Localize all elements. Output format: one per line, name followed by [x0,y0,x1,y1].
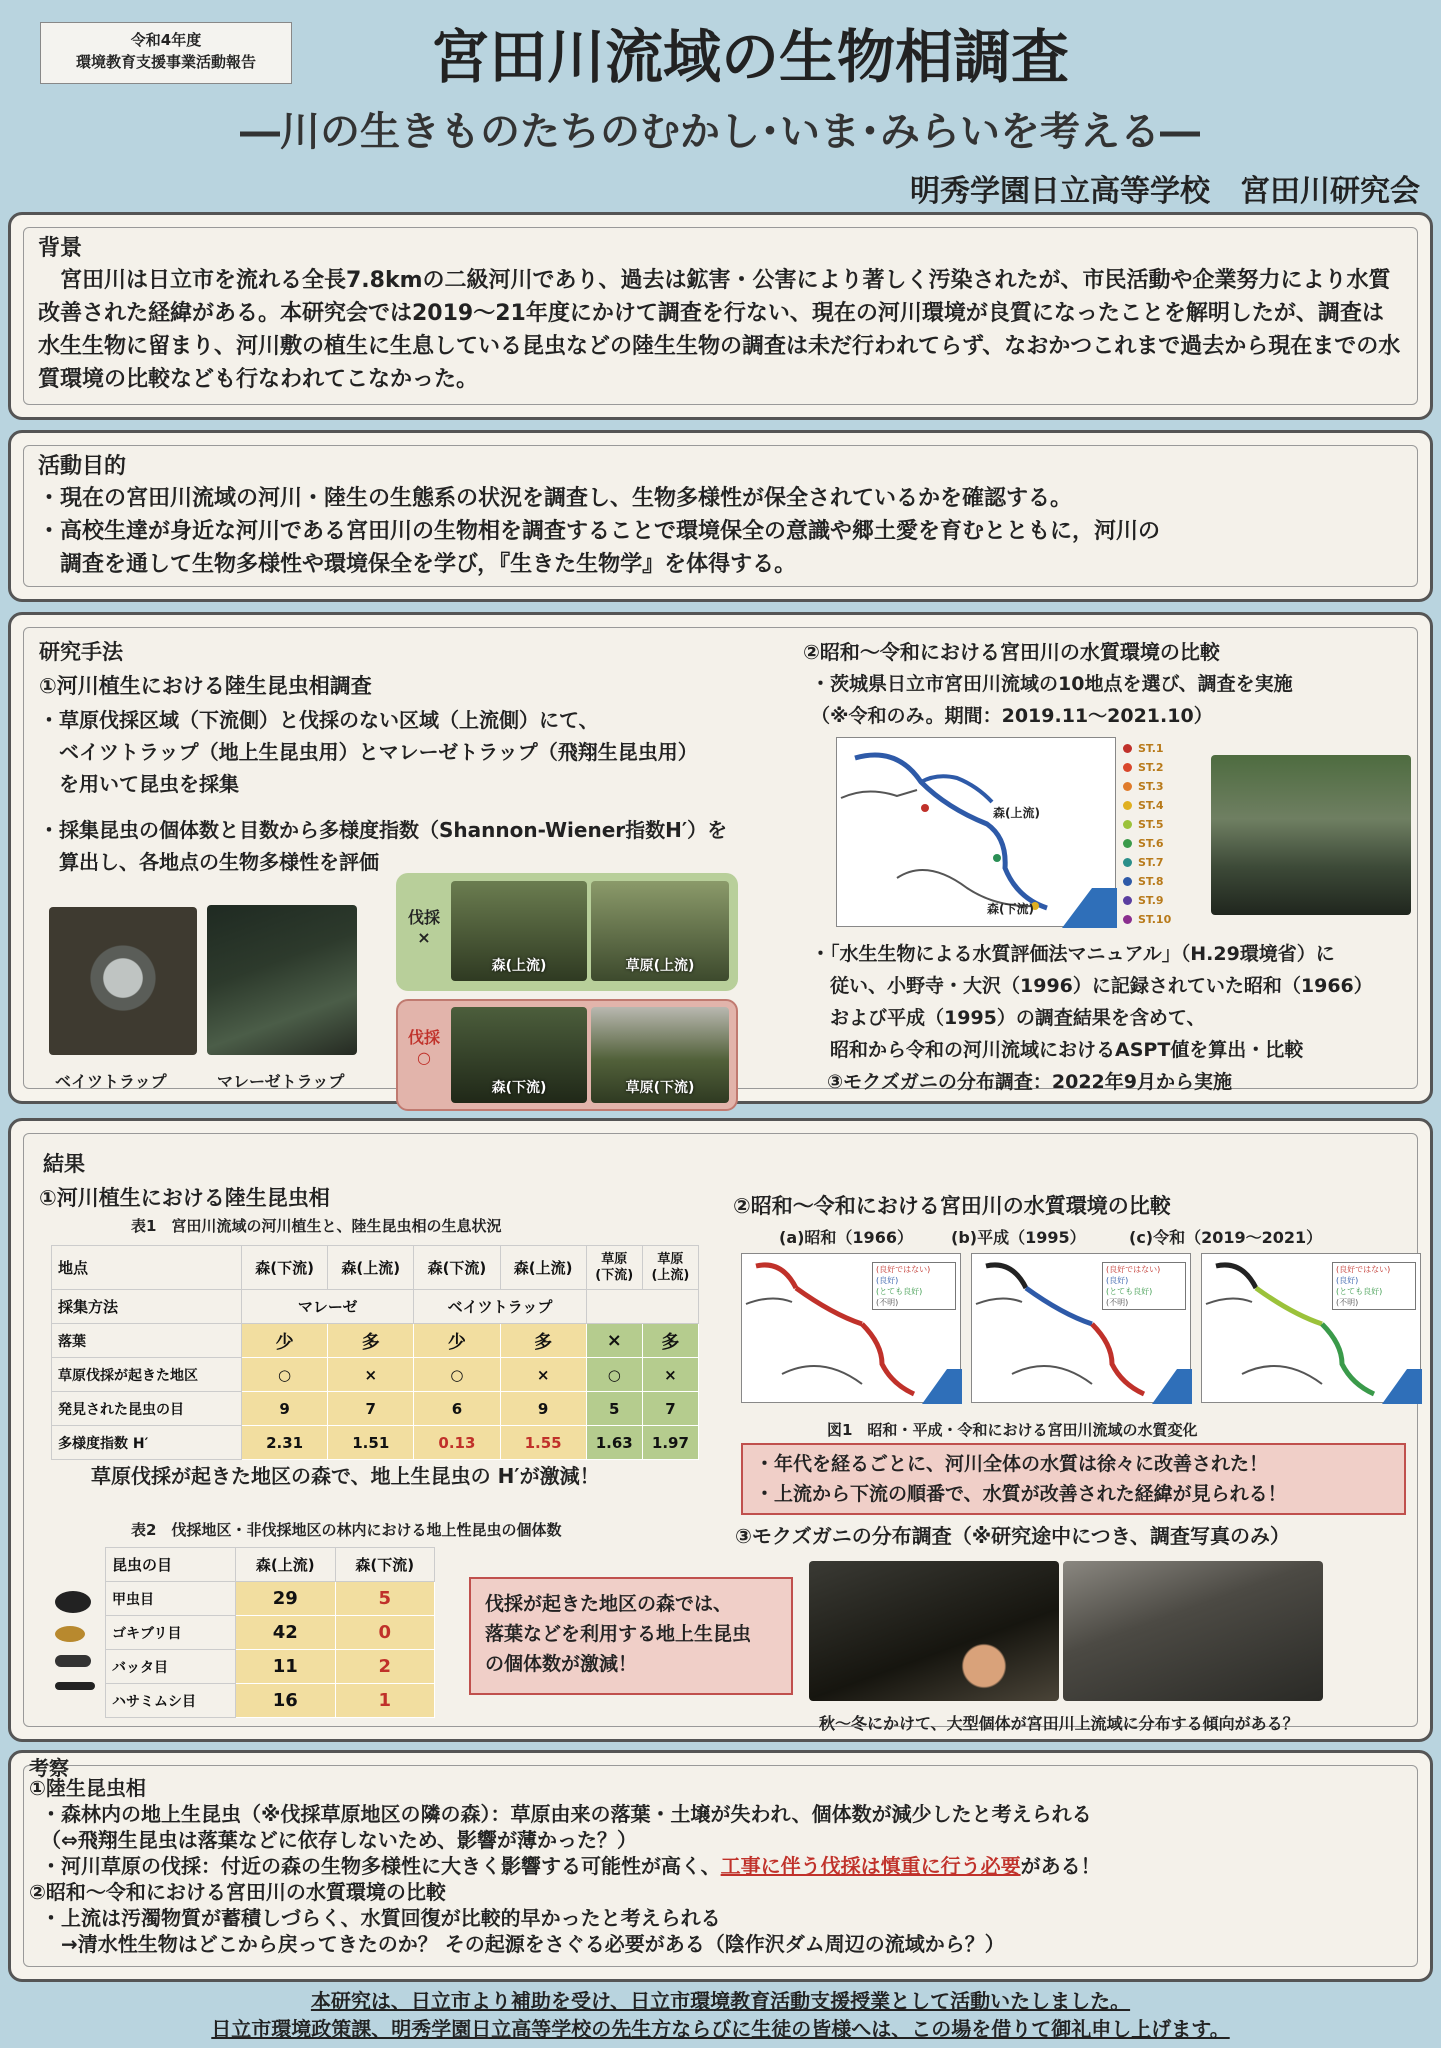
table-cell: 落葉 [52,1324,242,1358]
station-dot [1123,915,1132,924]
table-cell: × [500,1358,586,1392]
table-cell: 29 [236,1582,336,1616]
station-map [836,737,1116,927]
school-name: 明秀学園日立高等学校 宮田川研究会 [910,174,1420,209]
purpose-heading: 活動目的 [38,454,127,479]
table-cell: 森(下流) [335,1548,435,1582]
cockroach-icon [55,1626,85,1642]
earwig-icon [55,1682,95,1690]
station-dot [1123,782,1132,791]
station-legend-item [1123,872,1203,891]
crab-photo-2 [1063,1561,1323,1701]
table-cell: 7 [642,1392,698,1426]
forest-down-photo [451,1007,587,1103]
results-panel [8,1118,1433,1742]
station-legend-item [1123,796,1203,815]
table1-title: 表1 宮田川流域の河川植生と、陸生昆虫相の生息状況 [131,1217,502,1235]
table-cell: 少 [414,1324,500,1358]
table-cell: 1.55 [500,1426,586,1460]
quality-legend-item: (とても良好) [1106,1287,1153,1296]
table-cell: バッタ目 [106,1650,236,1684]
t2-note-box [469,1577,793,1695]
table-cell: 1.97 [642,1426,698,1460]
station-label: ST.9 [1138,894,1164,907]
station-legend-item [1123,777,1203,796]
table-cell: 草原伐採が起きた地区 [52,1358,242,1392]
table-cell: 森(下流) [414,1246,500,1290]
table-row [52,1290,699,1324]
table-cell: 9 [242,1392,328,1426]
station-label: ST.1 [1138,742,1164,755]
table-row [52,1392,699,1426]
methods-line3: 従い、小野寺・大沢（1996）に記録されていた昭和（1966） [811,975,1373,997]
fig-note: ・上流から下流の順番で、水質が改善された経緯が見られる！ [755,1483,1287,1505]
table-row [106,1582,435,1616]
map-label-down: 森(下流) [987,902,1034,916]
quality-map-legend [872,1262,956,1310]
t2-note: の個体数が激減！ [485,1653,638,1675]
table-row [52,1246,699,1290]
pitfall-trap-label: ベイツトラップ [55,1072,167,1091]
station-label: ST.5 [1138,818,1164,831]
table-row [52,1358,699,1392]
malaise-trap-photo [207,905,357,1055]
methods-line: 算出し、各地点の生物多様性を評価 [39,850,379,874]
insect-table [51,1245,699,1460]
table-cell: 1.63 [586,1426,642,1460]
table-cell: ハサミムシ目 [106,1684,236,1718]
table-cell: 昆虫の目 [106,1548,236,1582]
quality-map [741,1253,961,1403]
station-dot [1123,744,1132,753]
methods-line3: ・「水生生物による水質評価法マニュアル」（H.29環境省）に [811,943,1335,965]
table-row [52,1324,699,1358]
table-cell: × [586,1324,642,1358]
methods-panel [8,612,1433,1104]
table1-note: 草原伐採が起きた地区の森で、地上生昆虫の H′が激減！ [91,1464,600,1488]
crab-photo-1 [809,1561,1059,1701]
station-dot [1123,820,1132,829]
table-row [106,1650,435,1684]
emphasis-text: 工事に伴う伐採は慎重に行う必要 [720,1854,1021,1878]
results-sub3: ③モクズガニの分布調査（※研究途中につき、調査写真のみ） [735,1524,1290,1548]
cut-label: 伐採 ○ [407,1028,440,1067]
discussion-line2: →清水性生物はどこから戻ってきたのか？ その起源をさぐる必要がある（陰作沢ダム周辺の流域から？） [41,1932,1005,1956]
table-cell: 多 [642,1324,698,1358]
methods-line2: ・茨城県日立市宮田川流域の10地点を選び、調査を実施 [811,673,1293,695]
station-dot [1123,801,1132,810]
discussion-line: ・森林内の地上生昆虫（※伐採草原地区の隣の森）：草原由来の落葉・土壌が失われ、個体数が減少したと考えられる [41,1802,1092,1826]
discussion-line: ・河川草原の伐採：付近の森の生物多様性に大きく影響する可能性が高く、 [41,1854,721,1878]
quality-legend-item: (とても良好) [876,1287,923,1296]
header-tag-line2: 環境教育支援事業活動報告 [75,53,256,71]
station-dot [1123,763,1132,772]
map-title-b: (b)平成（1995） [951,1228,1086,1247]
table-cell: 11 [236,1650,336,1684]
quality-legend-item: (良好ではない) [1106,1265,1161,1274]
discussion-sub1: ①陸生昆虫相 [29,1776,146,1800]
station-legend-item [1123,891,1203,910]
table-cell: 1.51 [328,1426,414,1460]
table-cell: 多様度指数 H′ [52,1426,242,1460]
survey-photo [1211,755,1411,915]
station-label: ST.4 [1138,799,1164,812]
no-cut-label: 伐採 × [407,908,440,947]
forest-down-caption: 森(下流) [491,1080,547,1096]
quality-legend-item: (とても良好) [1336,1287,1383,1296]
station-legend-item [1123,815,1203,834]
table-cell: ○ [242,1358,328,1392]
quality-map [1201,1253,1421,1403]
station-dot [1123,877,1132,886]
quality-legend-item: (良好) [1336,1276,1359,1285]
results-heading: 結果 [43,1152,85,1176]
table-cell: 2 [335,1650,435,1684]
quality-legend-item: (良好) [876,1276,899,1285]
station-legend-item [1123,910,1203,929]
table-cell: 地点 [52,1246,242,1290]
quality-map [971,1253,1191,1403]
table-cell: 2.31 [242,1426,328,1460]
table-row [106,1616,435,1650]
table-cell: × [642,1358,698,1392]
table-cell: 42 [236,1616,336,1650]
header-tag-line1: 令和4年度 [130,31,202,49]
forest-up-photo [451,881,587,981]
map-title-a: (a)昭和（1966） [779,1228,913,1247]
table-cell: 草原 (上流) [642,1246,698,1290]
table-cell: 草原 (下流) [586,1246,642,1290]
table-cell: 多 [500,1324,586,1358]
table-cell: 甲虫目 [106,1582,236,1616]
discussion-panel [8,1750,1433,1982]
grass-down-photo [591,1007,729,1103]
quality-legend-item: (不明) [876,1298,899,1307]
table-row [106,1548,435,1582]
table-cell: 採集方法 [52,1290,242,1324]
map-label-up: 森(上流) [993,806,1040,820]
grass-up-photo [591,881,729,981]
background-heading: 背景 [38,236,83,261]
table-cell: 16 [236,1684,336,1718]
t2-note: 落葉などを利用する地上生昆虫 [485,1623,752,1645]
station-legend-item [1123,758,1203,777]
individuals-table [105,1547,435,1718]
table-cell: 1 [335,1684,435,1718]
table-cell: 森(下流) [242,1246,328,1290]
methods-sub2: ②昭和～令和における宮田川の水質環境の比較 [803,640,1220,664]
table-cell: 7 [328,1392,414,1426]
discussion-line: （⇔飛翔生昆虫は落葉などに依存しないため、影響が薄かった？） [41,1828,637,1852]
quality-legend-item: (不明) [1106,1298,1129,1307]
grass-up-caption: 草原(上流) [625,958,695,974]
table2-title: 表2 伐採地区・非伐採地区の林内における地上性昆虫の個体数 [131,1521,562,1539]
quality-legend-item: (不明) [1336,1298,1359,1307]
quality-legend-item: (良好ではない) [1336,1265,1391,1274]
table-cell: ○ [414,1358,500,1392]
header-tag [40,22,292,84]
discussion-sub2: ②昭和～令和における宮田川の水質環境の比較 [29,1880,446,1904]
discussion-heading: 考察 [29,1756,69,1780]
purpose-item: ・現在の宮田川流域の河川・陸生の生態系の状況を調査し、生物多様性が保全されているかを確認する。 [38,486,1073,511]
quality-legend-item: (良好ではない) [876,1265,931,1274]
station-label: ST.10 [1138,913,1172,926]
station-legend-item [1123,739,1203,758]
page-title: 宮田川流域の生物相調査 [430,23,1069,91]
background-text: 宮田川は日立市を流れる全長7.8kmの二級河川であり、過去は鉱害・公害により著しく汚染されたが、市民活動や企業努力により水質改善された経緯がある。本研究会では2019～21年度にかけて調査を行ない、現在の河川環境が良質になったことを解明したが、調査は水生生物に留まり、河川敷の植生に生息している昆虫などの陸生生物の調査は未だ行われてらず、なおかつこれまで過去から現在までの水質環境の比較なども行なわれてこなかった。 [38,268,1401,392]
purpose-item: 調査を通して生物多様性や環境保全を学び，『生きた生物学』を体得する。 [38,552,797,577]
quality-map-legend [1332,1262,1416,1310]
background-panel [8,212,1433,420]
table-cell: 6 [414,1392,500,1426]
results-sub2: ②昭和～令和における宮田川の水質環境の比較 [733,1194,1171,1218]
purpose-panel [8,430,1433,602]
t2-note: 伐採が起きた地区の森では、 [485,1593,733,1615]
crab-caption: 秋～冬にかけて、大型個体が宮田川上流域に分布する傾向がある？ [819,1714,1299,1733]
methods-line2: （※令和のみ。期間：2019.11～2021.10） [811,705,1213,727]
table-cell: 9 [500,1392,586,1426]
grasshopper-icon [55,1655,91,1667]
table-cell: 発見された昆虫の目 [52,1392,242,1426]
methods-line3: 昭和から令和の河川流域におけるASPT値を算出・比較 [811,1039,1304,1061]
methods-line3: ③モクズガニの分布調査：2022年9月から実施 [827,1071,1232,1093]
table-row [106,1684,435,1718]
table-row [52,1426,699,1460]
quality-map-legend [1102,1262,1186,1310]
table-cell: 5 [335,1582,435,1616]
pitfall-trap-photo [49,907,197,1055]
table-cell: ゴキブリ目 [106,1616,236,1650]
station-dot [1123,896,1132,905]
discussion-line2: ・上流は汚濁物質が蓄積しづらく、水質回復が比較的早かったと考えられる [41,1906,721,1930]
table-cell: 森(上流) [328,1246,414,1290]
malaise-trap-label: マレーゼトラップ [217,1072,345,1091]
table-cell: 森(上流) [236,1548,336,1582]
quality-legend-item: (良好) [1106,1276,1129,1285]
table-cell: 多 [328,1324,414,1358]
station-label: ST.3 [1138,780,1164,793]
table-cell: ベイツトラップ [414,1290,586,1324]
table-cell: 5 [586,1392,642,1426]
fig-note-box [741,1443,1406,1515]
table-cell: 0 [335,1616,435,1650]
methods-sub1: ①河川植生における陸生昆虫相調査 [39,674,372,698]
methods-line: ・草原伐採区域（下流側）と伐採のない区域（上流側）にて、 [39,708,599,732]
methods-heading: 研究手法 [39,640,123,664]
table-cell: 少 [242,1324,328,1358]
station-label: ST.2 [1138,761,1164,774]
table-cell: マレーゼ [242,1290,414,1324]
results-sub1: ①河川植生における陸生昆虫相 [39,1186,330,1210]
table-cell: 0.13 [414,1426,500,1460]
purpose-item: ・高校生達が身近な河川である宮田川の生物相を調査することで環境保全の意識や郷土愛を育むとともに，河川の [38,519,1161,544]
methods-line: ・採集昆虫の個体数と目数から多様度指数（Shannon-Wiener指数H′）を [39,818,728,842]
grass-down-caption: 草原(下流) [625,1080,695,1096]
methods-line3: および平成（1995）の調査結果を含めて、 [811,1007,1206,1029]
page-subtitle: ―川の生きものたちのむかし･いま･みらいを考える― [240,109,1200,155]
emphasis-tail: がある！ [1020,1854,1101,1878]
table-cell: ○ [586,1358,642,1392]
station-dot [1123,858,1132,867]
insect-icons [55,1583,103,1690]
figure1-caption: 図1 昭和・平成・令和における宮田川流域の水質変化 [827,1421,1198,1439]
footer-line2: 日立市環境政策課、明秀学園日立高等学校の先生方ならびに生徒の皆様へは、この場を借りて御礼申し上げます。 [211,2017,1230,2041]
station-label: ST.8 [1138,875,1164,888]
forest-up-caption: 森(上流) [491,958,547,974]
map-title-c: (c)令和（2019～2021） [1129,1228,1323,1247]
station-dot [1123,839,1132,848]
discussion-line-emph-row [41,1853,1101,1879]
methods-line: ベイツトラップ（地上生昆虫用）とマレーゼトラップ（飛翔生昆虫用） [39,740,698,764]
station-legend-item [1123,834,1203,853]
footer-line1: 本研究は、日立市より補助を受け、日立市環境教育活動支援授業として活動いたしました。 [310,1989,1131,2013]
station-legend [1123,739,1203,929]
fig-note: ・年代を経るごとに、河川全体の水質は徐々に改善された！ [755,1453,1269,1475]
table-cell: 森(上流) [500,1246,586,1290]
station-label: ST.6 [1138,837,1164,850]
methods-line: を用いて昆虫を採集 [39,772,239,796]
table-cell: × [328,1358,414,1392]
station-label: ST.7 [1138,856,1164,869]
station-legend-item [1123,853,1203,872]
beetle-icon [55,1591,91,1613]
